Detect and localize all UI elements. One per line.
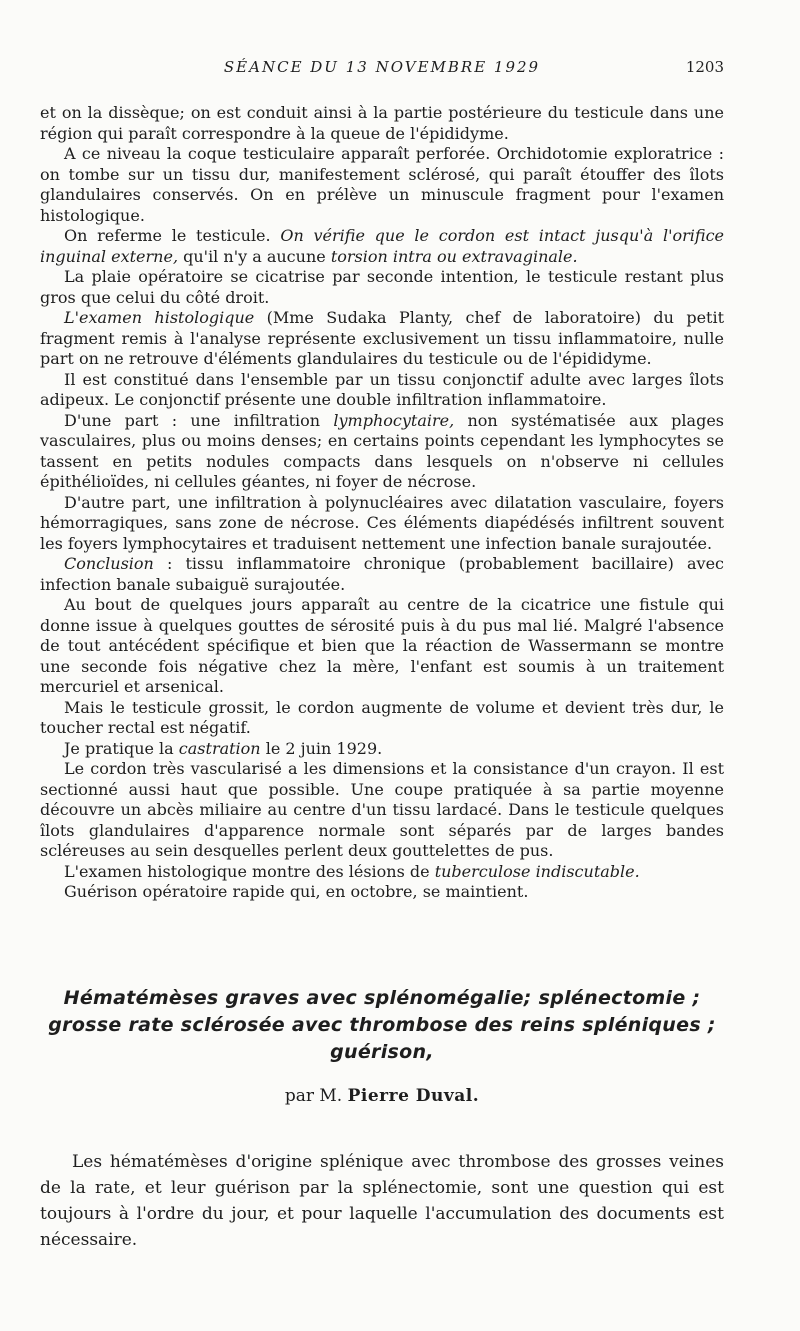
- italic-phrase: L'examen histologique: [64, 308, 255, 327]
- title-line: guérison,: [330, 1041, 434, 1063]
- running-title: SÉANCE DU 13 NOVEMBRE 1929: [223, 58, 541, 76]
- paragraph-11: Mais le testicule grossit, le cordon augmente de volume et devient très dur, le toucher rectal est négatif.: [40, 697, 724, 737]
- italic-phrase: lymphocytaire,: [333, 410, 455, 430]
- paragraph-15: Guérison opératoire rapide qui, en octobre, se maintient.: [64, 882, 529, 901]
- paragraph-9: Conclusion : tissu inflammatoire chronique (probablement bacillaire) avec infection banale subaiguë surajoutée.: [40, 554, 724, 594]
- paragraph-6: Il est constitué dans l'ensemble par un tissu conjonctif adulte avec larges îlots adipeux. Le conjonctif présente une double infiltration inflammatoire.: [40, 369, 724, 409]
- byline-prefix: par M.: [284, 1086, 348, 1106]
- paragraph-12: Je pratique la castration le 2 juin 1929.: [64, 738, 383, 758]
- paragraph-13: Le cordon très vascularisé a les dimensions et la consistance d'un crayon. Il est sectionné aussi haut que possible. Une coupe pratiquée à sa partie moyenne découvre un abcès miliaire au centre d'un tissu lardacé. Dans le testicule quelques îlots glandulaires d'apparence normale sont séparés par de larges bandes scléreuses au sein desquelles perlent deux gouttelettes de pus.: [40, 759, 724, 860]
- case-report-text: [40, 103, 724, 903]
- page-header: [40, 58, 724, 84]
- title-line: grosse rate sclérosée avec thrombose des reins spléniques ;: [48, 1014, 716, 1036]
- title-line: Hématémèses graves avec splénomégalie; splénectomie ;: [63, 987, 701, 1009]
- paragraph-4: La plaie opératoire se cicatrise par seconde intention, le testicule restant plus gros que celui du côté droit.: [40, 267, 724, 307]
- article-title: [40, 985, 724, 1066]
- paragraph-10: Au bout de quelques jours apparaît au centre de la cicatrice une fistule qui donne issue à quelques gouttes de sérosité puis à du pus mal lié. Malgré l'absence de tout antécédent spécifique et bien que la réaction de Wassermann se montre une seconde fois négative chez la mère, l'enfant est soumis à un traitement mercuriel et arsenical.: [40, 595, 724, 696]
- author-name: Pierre Duval.: [347, 1086, 480, 1106]
- intro-paragraph: Les hématémèses d'origine splénique avec thrombose des grosses veines de la rate, et leur guérison par la splénectomie, sont une question qui est toujours à l'ordre du jour, et pour laquelle l'accumulation des documents est nécessaire.: [40, 1152, 724, 1250]
- italic-phrase: castration: [178, 738, 261, 758]
- paragraph-1: et on la dissèque; on est conduit ainsi à la partie postérieure du testicule dans une région qui paraît correspondre à la queue de l'épididyme.: [40, 103, 724, 143]
- italic-phrase: On vérifie que le cordon est intact jusqu'à l'orifice inguinal externe,: [40, 226, 724, 266]
- article-intro: [40, 1149, 724, 1253]
- italic-phrase: tuberculose indiscutable.: [434, 861, 640, 881]
- paragraph-3: On referme le testicule. On vérifie que le cordon est intact jusqu'à l'orifice inguinal externe, qu'il n'y a aucune torsion intra ou extravaginale.: [40, 226, 724, 266]
- italic-phrase: Conclusion: [64, 554, 154, 573]
- page-number: 1203: [685, 58, 724, 76]
- byline: [40, 1086, 724, 1106]
- paragraph-8: D'autre part, une infiltration à polynucléaires avec dilatation vasculaire, foyers hémorragiques, sans zone de nécrose. Ces éléments diapédésés infiltrent souvent les foyers lymphocytaires et traduisent nettement une infection banale surajoutée.: [40, 492, 724, 553]
- paragraph-2: A ce niveau la coque testiculaire apparaît perforée. Orchidotomie exploratrice : on tombe sur un tissu dur, manifestement sclérosé, qui paraît étouffer des îlots glandulaires conservés. On en prélève un minuscule fragment pour l'examen histologique.: [40, 144, 724, 225]
- italic-phrase: torsion intra ou extravaginale.: [330, 246, 578, 266]
- paragraph-7: D'une part : une infiltration lymphocytaire, non systématisée aux plages vasculaires, plus ou moins denses; en certains points cependant les lymphocytes se tassent en petits nodules compacts dans lesquels on n'observe ni cellules épithélioïdes, ni cellules géantes, ni foyer de nécrose.: [40, 410, 725, 491]
- paragraph-5: L'examen histologique (Mme Sudaka Planty, chef de laboratoire) du petit fragment remis à l'analyse représente exclusivement un tissu inflammatoire, nulle part on ne retrouve d'éléments glandulaires du testicule ou de l'épididyme.: [40, 308, 725, 368]
- paragraph-14: L'examen histologique montre des lésions de tuberculose indiscutable.: [64, 861, 640, 881]
